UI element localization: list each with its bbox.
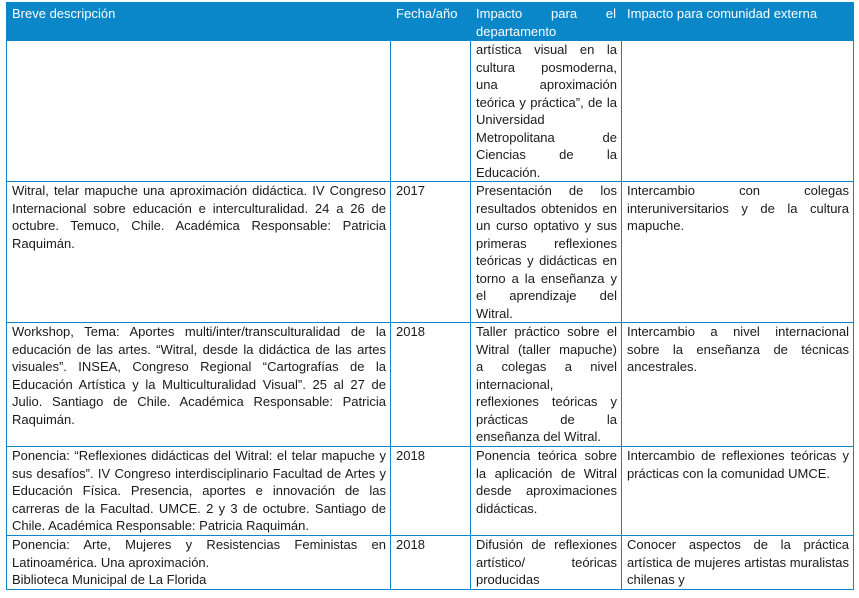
table-row [7, 323, 854, 447]
cell-impact-external: Intercambio a nivel internacional sobre la enseñanza de técnicas ancestrales. [622, 323, 854, 447]
header-impact-external: Impacto para comunidad externa [622, 3, 854, 41]
cell-date [391, 41, 471, 182]
table-row [7, 41, 854, 182]
cell-description: Workshop, Tema: Aportes multi/inter/transculturalidad de la educación de las artes. “Witral, desde la didáctica de las artes visuales”. INSEA, Congreso Regional “Cartografías de la Educación Artística y la Multiculturalidad Visual”. 25 al 27 de Julio. Santiago de Chile. Académica Responsable: Patricia Raquimán. [7, 323, 391, 447]
cell-description: Witral, telar mapuche una aproximación didáctica. IV Congreso Internacional sobre educación e interculturalidad. 24 a 26 de octubre. Temuco, Chile. Académica Responsable: Patricia Raquimán. [7, 182, 391, 323]
table-row [7, 536, 854, 590]
table-row [7, 447, 854, 536]
activities-table [6, 2, 854, 590]
header-row [7, 3, 854, 41]
header-date: Fecha/año [391, 3, 471, 41]
cell-impact-external: Intercambio con colegas interuniversitarios y de la cultura mapuche. [622, 182, 854, 323]
cell-impact-department: Presentación de los resultados obtenidos en un curso optativo y sus primeras reflexiones teóricas y didácticas en torno a la enseñanza y el aprendizaje del Witral. [471, 182, 622, 323]
cell-description: Ponencia: Arte, Mujeres y Resistencias Feministas en Latinoamérica. Una aproximación. Biblioteca Municipal de La Florida [7, 536, 391, 590]
cell-impact-department: Difusión de reflexiones artístico/ teóricas producidas [471, 536, 622, 590]
cell-date: 2018 [391, 447, 471, 536]
cell-description: Ponencia: “Reflexiones didácticas del Witral: el telar mapuche y sus desafíos”. IV Congreso interdisciplinario Facultad de Artes y Educación Física. Presencia, aportes e innovación de las carreras de la Facultad. UMCE. 2 y 3 de octubre. Santiago de Chile. Académica Responsable: Patricia Raquimán. [7, 447, 391, 536]
cell-impact-department: Taller práctico sobre el Witral (taller mapuche) a colegas a nivel internacional, reflexiones teóricas y prácticas de la enseñanza del Witral. [471, 323, 622, 447]
header-description: Breve descripción [7, 3, 391, 41]
cell-impact-external [622, 41, 854, 182]
table-row [7, 182, 854, 323]
cell-description [7, 41, 391, 182]
header-impact-department: Impacto para el departamento [471, 3, 622, 41]
cell-date: 2018 [391, 323, 471, 447]
activities-table-container [6, 2, 853, 590]
cell-impact-department: artística visual en la cultura posmoderna, una aproximación teórica y práctica”, de la Universidad Metropolitana de Ciencias de la Educación. [471, 41, 622, 182]
cell-impact-department: Ponencia teórica sobre la aplicación de Witral desde aproximaciones didácticas. [471, 447, 622, 536]
cell-date: 2017 [391, 182, 471, 323]
cell-impact-external: Conocer aspectos de la práctica artística de mujeres artistas muralistas chilenas y [622, 536, 854, 590]
cell-date: 2018 [391, 536, 471, 590]
cell-impact-external: Intercambio de reflexiones teóricas y prácticas con la comunidad UMCE. [622, 447, 854, 536]
